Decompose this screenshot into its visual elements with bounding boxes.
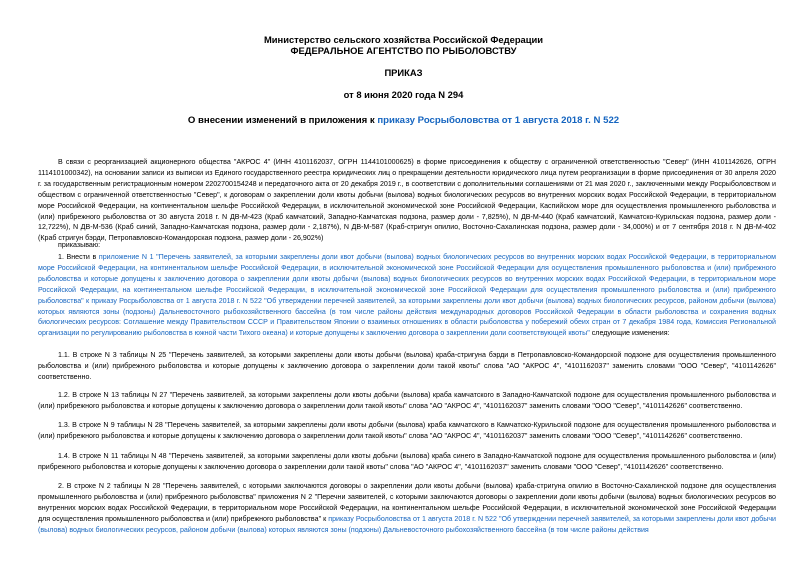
order-word: приказываю: (58, 241, 101, 249)
doc-date-number: от 8 июня 2020 года N 294 (343, 89, 464, 100)
title-prefix: О внесении изменений в приложения к (187, 115, 378, 126)
item-1-4-paragraph: 1.4. В строке N 11 таблицы N 48 "Перечень заявителей, за которыми закреплены доли квоты добычи (вылова) краба синего в Западно-Камчатской подзоне для осуществления промышленного рыболовства и (или) прибрежного рыболовства и которые допущены к заключению договора о закреплении доли такой квоты" слова "АО "АКРОС 4", "4101162037" заменить словами "ООО "Север", "4101142626" соответственно. (38, 452, 776, 471)
preamble-paragraph: В связи с реорганизацией акционерного общества "АКРОС 4" (ИНН 4101162037, ОГРН 1144101000625) в форме присоединения к обществу с ограниченной ответственностью "Север" (ИНН 4101142626, ОГРН 1114101000342), на основании записи из выписки из Единого государственного реестра юридических лиц о прекращении деятельности юридического лица путем реорганизации в форме присоединения от 30 апреля 2020 г. за государственным регистрационным номером 2202700154248 и передаточного акта от 20 декабря 2019 г., в соответствии с дополнительными соглашениями от 21 мая 2020 г., заключенными между Росрыболовством и обществом с ограниченной ответственностью "Север", к договорам о закреплении доли квоты добычи (вылова) водных биологических ресурсов во внутренних морских водах Российской Федерации, в территориальном море Российской Федерации, на континентальном шельфе Российской Федерации, в исключительной экономической зоне Российской Федерации, Каспийском море для осуществления промышленного рыболовства и (или) прибрежного рыболовства от 30 августа 2018 г. N ДВ-М-423 (Краб камчатский, Западно-Камчатская подзона, размер доли - 7,825%), N ДВ-М-440 (Краб камчатский, Камчатско-Курильская подзона, размер доли - 12,722%), N ДВ-М-536 (Краб синий, Западно-Камчатская подзона, размер доли - 2,187%), N ДВ-М-587 (Краб-стригун опилио, Восточно-Сахалинская подзона, размер доли - 34,000%) и от 7 сентября 2018 г. N ДВ-М-402 (Краб стригун бэрди, Петропавловско-Командорская подзона, размер доли - 26,902%) (38, 158, 776, 243)
agency-name: ФЕДЕРАЛЬНОЕ АГЕНТСТВО ПО РЫБОЛОВСТВУ (290, 45, 517, 56)
item-1-suffix: следующие изменения: (589, 329, 670, 338)
item-2-text: 2. В строке N 2 таблицы N 28 "Перечень заявителей, с которыми заключаются договоры о закреплении доли квоты добычи (вылова) краба-стригуна опилио в Восточно-Сахалинской подзоне для осуществления промышленного рыболовства и (или) прибрежного рыболовства" приложения N 2 "Перечни заявителей, с которыми заключаются договоры о закреплении доли квоты добычи (вылова) водных биологических ресурсов во внутренних морских водах Российской Федерации, в территориальном море Российской Федерации, на континентальном шельфе Российской Федерации, в исключительной экономической зоне Российской Федерации для осуществления промышленного рыболовства и (или) прибрежного рыболовства" к (38, 482, 776, 523)
item-1-2-paragraph: 1.2. В строке N 13 таблицы N 27 "Перечень заявителей, за которыми закреплены доли квоты добычи (вылова) краба камчатского в Западно-Камчатской подзоне для осуществления промышленного рыболовства и (или) прибрежного рыболовства и которые допущены к заключению договора о закреплении доли такой квоты" слова "АО "АКРОС 4", "4101162037" заменить словами "ООО "Север", "4101142626" соответственно. (38, 391, 776, 410)
item-1-1-paragraph: 1.1. В строке N 3 таблицы N 25 "Перечень заявителей, за которыми закреплены доли квоты добычи (вылова) краба-стригуна бэрди в Петропавловско-Командорской подзоне для осуществления промышленного рыболовства и (или) прибрежного рыболовства и которые допущены к заключению договора о закреплении доли такой квоты" слова "АО "АКРОС 4", "4101162037" заменить словами "ООО "Север", "4101142626" соответственно. (38, 351, 776, 381)
doc-title (0, 115, 807, 126)
item-1-intro: 1. Внести в (58, 253, 99, 261)
item-2-paragraph (38, 481, 776, 571)
ussr-japan-agreement-link[interactable]: Соглашение между Правительством СССР и Правительством Японии о взаимных отношениях в области рыболовства у побережий обеих стран от 7 декабря 1984 года (123, 318, 691, 327)
appendix-1-link[interactable]: приложение N 1 "Перечень заявителей, за которыми закреплены доли квот добычи (вылова) водных биологических ресурсов во внутренних морских водах Российской Федерации, в территориальном море Российской Федерации, на континентальном шельфе Российской Федерации, в исключительной экономической зоне Российской Федерации для осуществления промышленного рыболовства и (или) прибрежного рыболовства и которые допущены к заключению договора о закреплении доли квоты добычи (вылова) водных биологических ресурсов во внутренних морских водах Российской Федерации, в территориальном море Российской Федерации, на континентальном шельфе Российской Федерации, в исключительной экономической зоне Российской Федерации для осуществления промышленного рыболовства и (или) прибрежного рыболовства" к приказу Росрыболовства от 1 августа 2018 г. N 522 "Об утверждении перечней заявителей, за которыми закреплены доли квот добычи (вылова) водных биологических ресурсов, районом добычи (вылова) которых являются зоны (подзоны) Дальневосточного рыбохозяйственного бассейна (в том числе районы действия международных договоров Российской Федерации в области рыболовства и сохранения водных биологических ресурсов: (38, 253, 776, 327)
title-order-link[interactable]: приказу Росрыболовства от 1 августа 2018 г. N 522 (377, 115, 620, 126)
item-1-paragraph (38, 252, 776, 339)
item-1-3-paragraph: 1.3. В строке N 9 таблицы N 28 "Перечень заявителей, за которыми закреплены доли квоты добычи (вылова) краба камчатского в Камчатско-Курильской подзоне для осуществления промышленного рыболовства и (или) прибрежного рыболовства и которые допущены к заключению договора о закреплении доли такой квоты" слова "АО "АКРОС 4", "4101162037" заменить словами "ООО "Север", "4101142626" соответственно. (38, 421, 776, 440)
ministry-name: Министерство сельского хозяйства Российской Федерации (263, 34, 544, 45)
doc-type: ПРИКАЗ (384, 67, 423, 78)
order-522-link[interactable]: приказу Росрыболовства от 1 августа 2018 г. N 522 "Об утверждении перечней заявителей, за которыми закреплены доли квот добычи (вылова) водных биологических ресурсов, районом добычи (вылова) которых являются зоны (подзоны) Дальневосточного рыбохозяйственного бассейна (в том числе районы действия (38, 514, 776, 534)
item-1-link-tail[interactable]: , Комиссия Региональной организации по регулированию рыболовства в южной части Тихого океана) и которые допущены к заключению договора о закреплении доли соответствующей квоты" (38, 318, 776, 338)
